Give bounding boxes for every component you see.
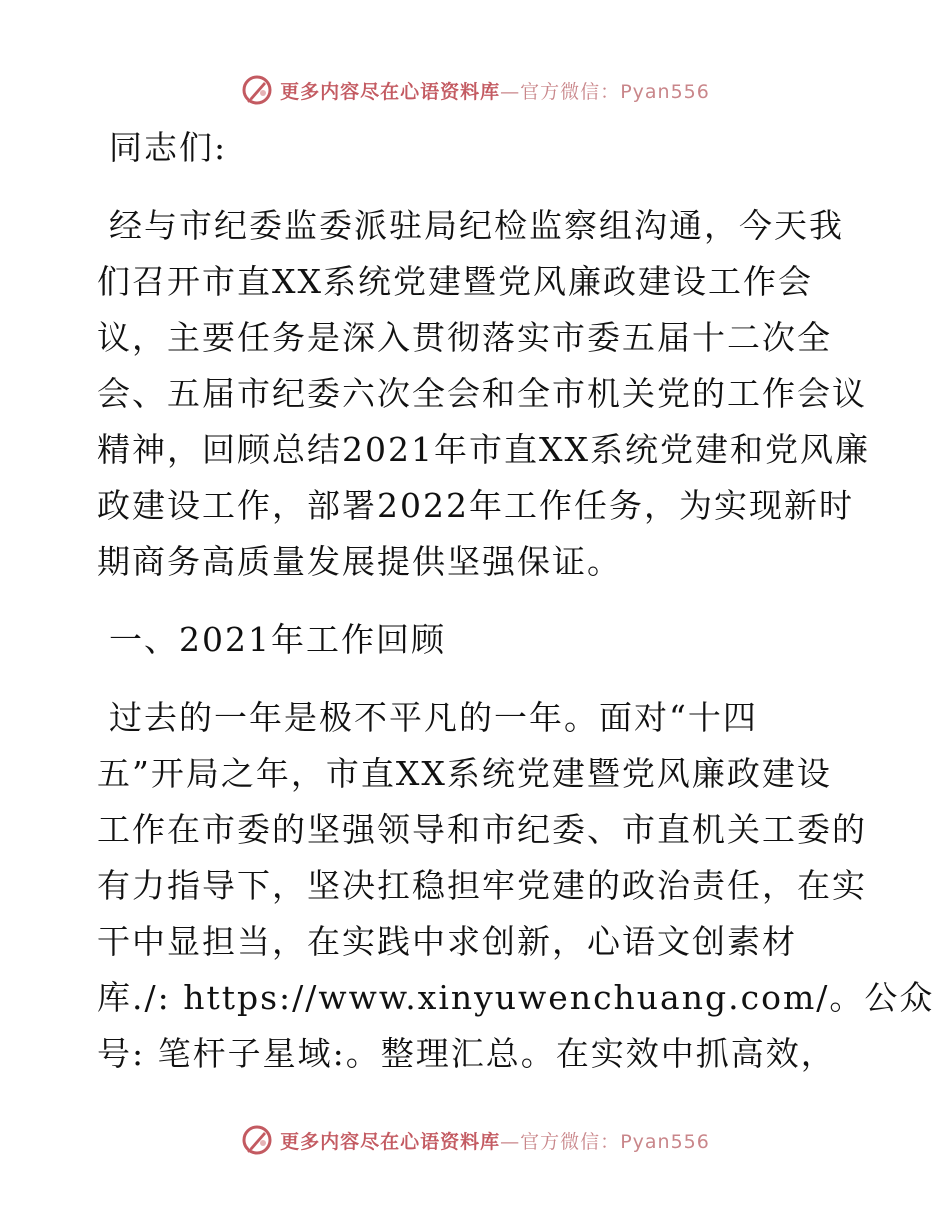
paragraph-line: 有力指导下，坚决扛稳担牢党建的政治责任，在实 [97, 866, 867, 905]
footer-watermark-banner [0, 1120, 950, 1160]
header-watermark-banner [0, 70, 950, 110]
paragraph-line: 号: 笔杆子星域:。整理汇总。在实效中抓高效， [97, 1034, 836, 1073]
header-watermark-title: 更多内容尽在心语资料库 [280, 80, 501, 103]
section-heading: 一、2021年工作回顾 [109, 620, 446, 659]
paragraph-line: 工作在市委的坚强领导和市纪委、市直机关工委的 [97, 810, 867, 849]
header-watermark-wechat-id: Pyan556 [620, 80, 710, 103]
paragraph-review [97, 690, 935, 1082]
paragraph-intro [97, 198, 870, 590]
header-watermark-subtitle: —官方微信： [500, 80, 621, 103]
paragraph-line: 经与市纪委监委派驻局纪检监察组沟通，今天我 [109, 206, 844, 245]
header-watermark-text [280, 77, 710, 104]
paragraph-line: 五”开局之年，市直XX系统党建暨党风廉政建设 [97, 754, 832, 793]
footer-watermark-wechat-id: Pyan556 [620, 1130, 710, 1153]
paragraph-line: 政建设工作，部署2022年工作任务，为实现新时 [97, 486, 854, 525]
quill-pen-logo-icon [240, 73, 274, 107]
paragraph-line: 精神，回顾总结2021年市直XX系统党建和党风廉 [97, 430, 870, 469]
footer-watermark-subtitle: —官方微信： [500, 1130, 621, 1153]
paragraph-line: 期商务高质量发展提供坚强保证。 [97, 542, 622, 581]
quill-pen-logo-icon [240, 1123, 274, 1157]
paragraph-line: 会、五届市纪委六次全会和全市机关党的工作会议 [97, 374, 867, 413]
footer-watermark-text [280, 1127, 710, 1154]
paragraph-line: 干中显担当，在实践中求创新，心语文创素材 [97, 922, 797, 961]
footer-watermark-title: 更多内容尽在心语资料库 [280, 1130, 501, 1153]
document-body [97, 120, 935, 1082]
salutation: 同志们: [109, 128, 228, 167]
paragraph-line: 们召开市直XX系统党建暨党风廉政建设工作会 [97, 262, 813, 301]
paragraph-line: 议，主要任务是深入贯彻落实市委五届十二次全 [97, 318, 832, 357]
paragraph-line: 过去的一年是极不平凡的一年。面对“十四 [109, 698, 758, 737]
paragraph-line: 库./: https://www.xinyuwenchuang.com/。公众 [97, 978, 935, 1017]
